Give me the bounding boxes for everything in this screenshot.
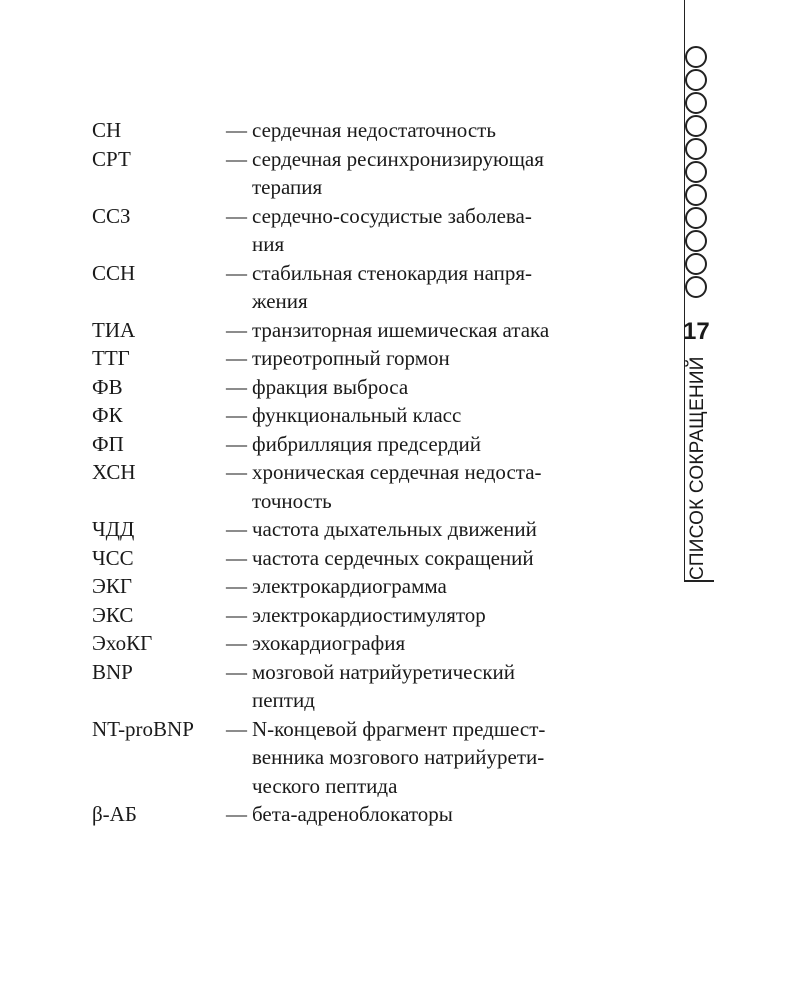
definition-line: электрокардиостимулятор (252, 602, 486, 627)
abbreviation-entry (92, 202, 652, 259)
abbreviation-entry (92, 145, 652, 202)
binder-ring-icon (685, 276, 707, 298)
entry-dash: — (226, 631, 247, 655)
abbreviation-entry (92, 344, 652, 373)
entry-dash: — (226, 716, 247, 741)
definition-line: точность (252, 488, 332, 513)
abbreviation-definition (252, 316, 652, 345)
page-number: 17 (683, 318, 710, 345)
abbreviation-term: ХСН (92, 460, 136, 484)
binder-rings (685, 46, 711, 299)
abbreviation-entry (92, 458, 652, 515)
abbreviation-term: ФВ (92, 374, 123, 399)
entry-dash: — (226, 374, 247, 399)
abbreviation-definition (252, 430, 652, 459)
abbreviation-entry (92, 515, 652, 544)
definition-line: мозговой натрийуретический (252, 659, 516, 684)
binder-ring-icon (685, 184, 707, 206)
definition-line: сердечно-сосудистые заболева- (252, 203, 532, 228)
definition-line: электрокардиограмма (252, 574, 447, 598)
abbreviation-term: ЭКГ (92, 574, 133, 598)
binder-ring-icon (685, 161, 707, 183)
abbreviation-entry (92, 658, 652, 715)
abbreviation-term: СРТ (92, 146, 131, 171)
abbreviation-term: ССН (92, 260, 136, 285)
entry-dash: — (226, 317, 247, 342)
abbreviation-definition (252, 658, 652, 715)
entry-dash: — (226, 517, 247, 541)
entry-dash: — (226, 346, 247, 370)
abbreviation-entry (92, 401, 652, 430)
binder-ring-icon (685, 253, 707, 275)
section-title: СПИСОК СОКРАЩЕНИЙ (687, 356, 708, 580)
abbreviation-entry (92, 629, 652, 658)
entry-dash: — (226, 403, 247, 427)
side-rule-base (684, 580, 714, 582)
abbreviation-term: ЧСС (92, 545, 134, 570)
definition-line: транзиторная ишемическая атака (252, 317, 550, 342)
abbreviation-entry (92, 601, 652, 630)
abbreviation-entry (92, 430, 652, 459)
abbreviation-term: ССЗ (92, 203, 131, 228)
abbreviation-term: NT-proBNP (92, 716, 194, 741)
abbreviation-term: ЧДД (92, 517, 135, 541)
binder-ring-icon (685, 69, 707, 91)
definition-line: эхокардиография (252, 631, 406, 655)
abbreviation-entry (92, 373, 652, 402)
abbreviation-entry (92, 715, 652, 801)
abbreviation-entry (92, 800, 652, 829)
binder-ring-icon (685, 138, 707, 160)
definition-line: ния (252, 232, 285, 256)
abbreviation-definition (252, 202, 652, 259)
binder-ring-icon (685, 230, 707, 252)
abbreviation-definition (252, 145, 652, 202)
entry-dash: — (226, 460, 247, 484)
entry-dash: — (226, 203, 247, 228)
abbreviation-entry (92, 544, 652, 573)
definition-line: фибрилляция предсердий (252, 431, 482, 456)
abbreviation-entry (92, 116, 652, 145)
abbreviation-term: ФП (92, 431, 124, 456)
abbreviation-definition (252, 601, 652, 630)
abbreviation-definition (252, 373, 652, 402)
abbreviation-definition (252, 544, 652, 573)
abbreviation-term: ТИА (92, 317, 136, 342)
entry-dash: — (226, 545, 247, 570)
abbreviation-definition (252, 515, 652, 544)
binder-ring-icon (685, 115, 707, 137)
definition-line: частота сердечных сокращений (252, 545, 534, 570)
entry-dash: — (226, 602, 247, 627)
entry-dash: — (226, 802, 247, 826)
definition-line: ческого пептида (252, 773, 398, 798)
abbreviation-definition (252, 629, 652, 658)
abbreviation-definition (252, 715, 652, 801)
entry-dash: — (226, 431, 247, 456)
definition-line: бета-адреноблокаторы (252, 802, 453, 826)
definition-line: хроническая сердечная недоста- (252, 460, 542, 484)
abbreviation-definition (252, 259, 652, 316)
abbreviation-entry (92, 572, 652, 601)
abbreviation-definition (252, 458, 652, 515)
abbreviation-definition (252, 344, 652, 373)
definition-line: фракция выброса (252, 374, 409, 399)
binder-ring-icon (685, 46, 707, 68)
entry-dash: — (226, 659, 247, 684)
abbreviation-term: ФК (92, 403, 123, 427)
abbreviation-definition (252, 116, 652, 145)
definition-line: жения (252, 289, 308, 313)
definition-line: функциональный класс (252, 403, 462, 427)
definition-line: стабильная стенокардия напря- (252, 260, 533, 285)
abbreviation-term: ТТГ (92, 346, 130, 370)
entry-dash: — (226, 146, 247, 171)
definition-line: сердечная недостаточность (252, 118, 496, 142)
binder-ring-icon (685, 207, 707, 229)
entry-dash: — (226, 118, 247, 142)
abbreviation-definition (252, 572, 652, 601)
abbreviation-list (92, 116, 652, 829)
abbreviation-entry (92, 259, 652, 316)
abbreviation-entry (92, 316, 652, 345)
abbreviation-term: BNP (92, 659, 133, 684)
abbreviation-term: β-АБ (92, 802, 137, 826)
abbreviation-term: СН (92, 118, 122, 142)
definition-line: N-концевой фрагмент предшест- (252, 716, 546, 741)
abbreviation-term: ЭхоКГ (92, 631, 153, 655)
binder-ring-icon (685, 92, 707, 114)
definition-line: венника мозгового натрийурети- (252, 745, 545, 769)
definition-line: терапия (252, 175, 323, 199)
definition-line: частота дыхательных движений (252, 517, 537, 541)
entry-dash: — (226, 260, 247, 285)
entry-dash: — (226, 574, 247, 598)
abbreviation-definition (252, 800, 652, 829)
abbreviation-definition (252, 401, 652, 430)
abbreviation-term: ЭКС (92, 602, 134, 627)
definition-line: пептид (252, 688, 315, 712)
definition-line: сердечная ресинхронизирующая (252, 146, 544, 171)
definition-line: тиреотропный гормон (252, 346, 450, 370)
